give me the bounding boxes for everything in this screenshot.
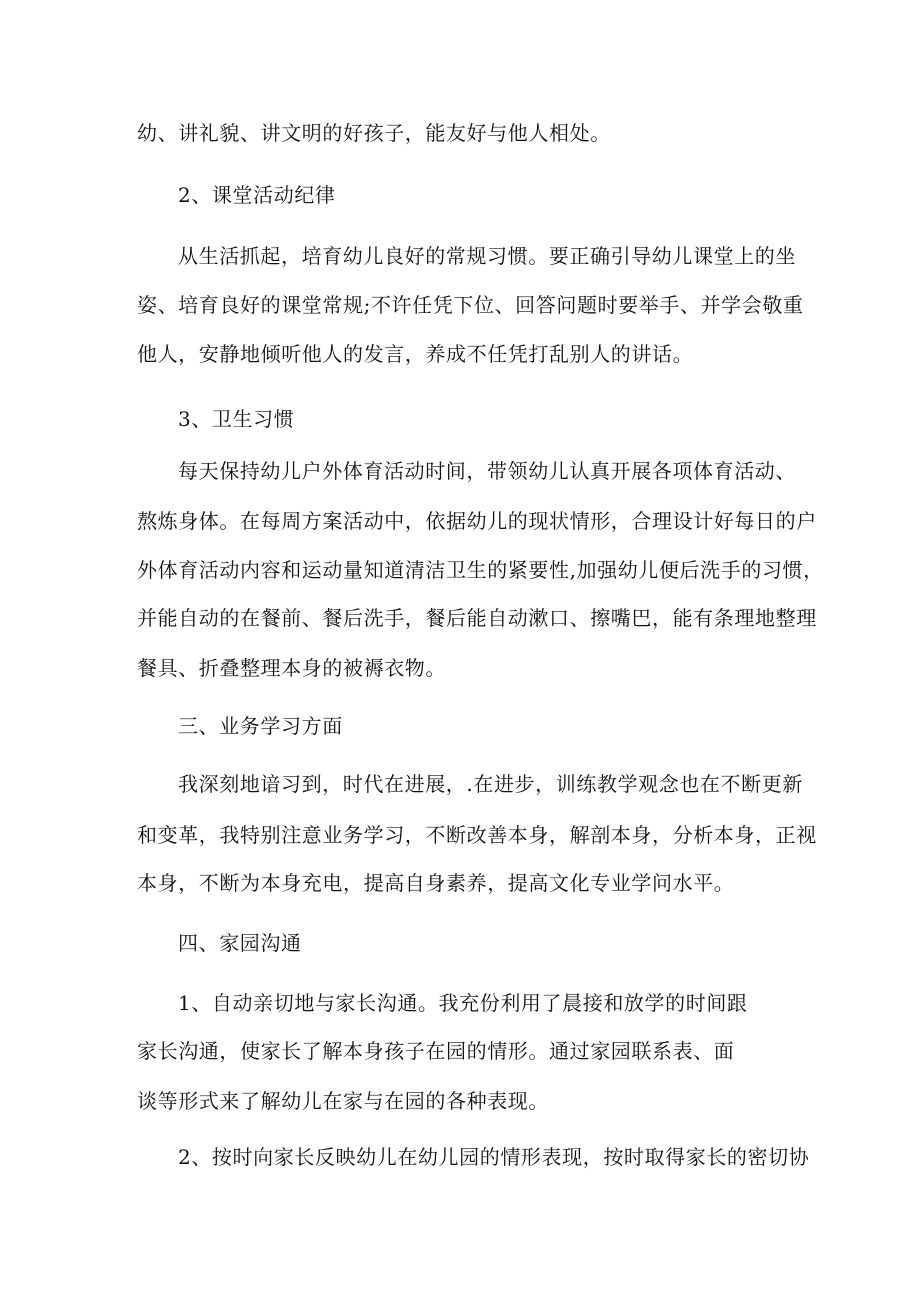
body-text-line: 我深刻地谙习到，时代在进展，.在进步，训练教学观念也在不断更新 [178, 772, 803, 796]
body-text-line: 幼、讲礼貌、讲文明的好孩子，能友好与他人相处。 [137, 121, 611, 145]
body-text-line: 每天保持幼儿户外体育活动时间，带领幼儿认真开展各项体育活动、 [178, 459, 796, 483]
body-text-line: 本身，不断为本身充电，提高自身素养，提高文化专业学问水平。 [137, 871, 735, 895]
body-text-line: 并能自动的在餐前、餐后洗手，餐后能自动漱口、擦嘴巴，能有条理地整理 [137, 606, 817, 630]
body-text-line: 他人，安静地倾听他人的发言，养成不任凭打乱别人的讲话。 [137, 342, 694, 366]
body-text-line: 从生活抓起，培育幼儿良好的常规习惯。要正确引导幼儿课堂上的坐 [178, 244, 796, 268]
body-text-line: 谈等形式来了解幼儿在家与在园的各种表现。 [137, 1089, 549, 1113]
body-text-line: 2、按时向家长反映幼儿在幼儿园的情形表现，按时取得家长的密切协 [178, 1145, 810, 1169]
body-text-line: 餐具、折叠整理本身的被褥衣物。 [137, 656, 446, 680]
body-text-line: 外体育活动内容和运动量知道清洁卫生的紧要性,加强幼儿便后洗手的习惯， [137, 558, 824, 582]
body-text-line: 1、自动亲切地与家长沟通。我充份利用了晨接和放学的时间跟 [178, 991, 748, 1015]
section-heading: 2、课堂活动纪律 [178, 183, 336, 207]
section-heading: 三、业务学习方面 [178, 714, 343, 738]
section-heading: 四、家园沟通 [178, 931, 302, 955]
body-text-line: 家长沟通，使家长了解本身孩子在园的情形。通过家园联系表、面 [137, 1039, 735, 1063]
body-text-line: 和变革，我特别注意业务学习，不断改善本身，解剖本身，分析本身，正视 [137, 823, 817, 847]
body-text-line: 熬炼身体。在每周方案活动中，依据幼儿的现状情形，合理设计好每日的户 [137, 509, 817, 533]
section-heading: 3、卫生习惯 [178, 407, 295, 431]
body-text-line: 姿、培育良好的课堂常规;不许任凭下位、回答问题时要举手、并学会敬重 [137, 293, 804, 317]
